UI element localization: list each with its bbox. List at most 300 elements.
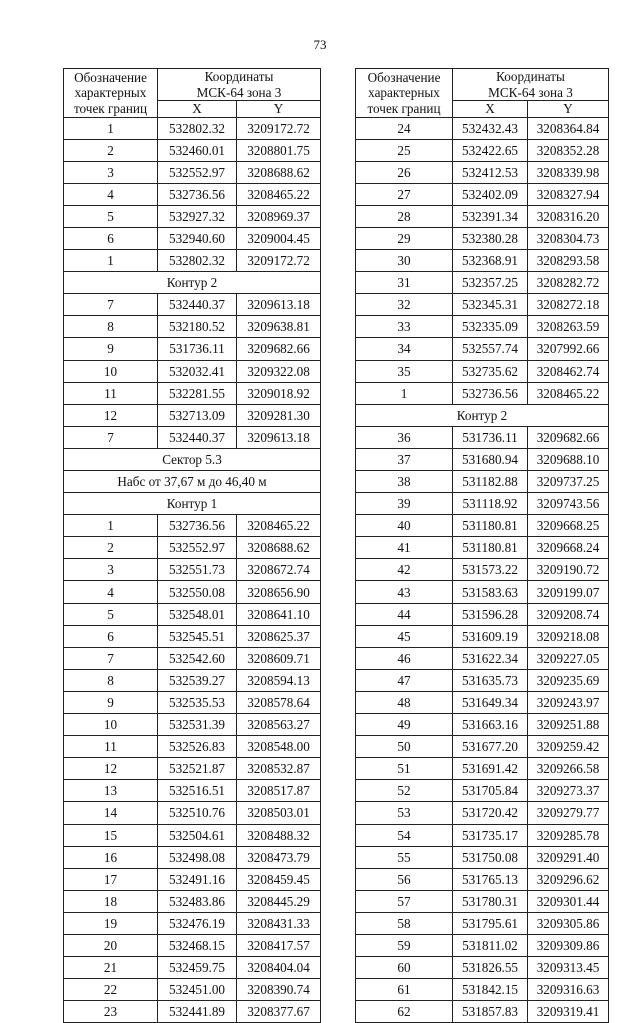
table-row (356, 117, 609, 139)
coord-x: 532531.39 (158, 714, 237, 736)
coord-y: 3208445.29 (237, 890, 321, 912)
table-row (356, 471, 609, 493)
point-number: 48 (356, 691, 453, 713)
header-line: Координаты (204, 69, 274, 84)
coord-y: 3209235.69 (528, 669, 609, 691)
point-number: 31 (356, 272, 453, 294)
table-row (356, 272, 609, 294)
header-point-designation (64, 69, 158, 118)
table-row (356, 227, 609, 249)
point-number: 53 (356, 802, 453, 824)
section-label: Контур 2 (356, 404, 609, 426)
table-row (356, 426, 609, 448)
coord-x: 532735.62 (453, 360, 528, 382)
table-row (64, 714, 321, 736)
table-row (356, 205, 609, 227)
coord-x: 532483.86 (158, 890, 237, 912)
coord-x: 532451.00 (158, 979, 237, 1001)
coord-x: 531622.34 (453, 647, 528, 669)
coord-y: 3208517.87 (237, 780, 321, 802)
point-number: 30 (356, 250, 453, 272)
header-x: X (158, 101, 237, 118)
table-row (64, 161, 321, 183)
table-row (356, 338, 609, 360)
point-number: 8 (64, 669, 158, 691)
table-row (64, 581, 321, 603)
table-row (356, 448, 609, 470)
table-row (64, 183, 321, 205)
point-number: 54 (356, 824, 453, 846)
table-row (64, 979, 321, 1001)
point-number: 3 (64, 559, 158, 581)
point-number: 38 (356, 471, 453, 493)
point-number: 59 (356, 934, 453, 956)
point-number: 11 (64, 382, 158, 404)
coord-y: 3208404.04 (237, 957, 321, 979)
table-row (356, 934, 609, 956)
coord-x: 531826.55 (453, 957, 528, 979)
coord-y: 3208473.79 (237, 846, 321, 868)
point-number: 1 (64, 515, 158, 537)
coord-y: 3209243.97 (528, 691, 609, 713)
table-row (356, 603, 609, 625)
header-line: Обозначение (74, 69, 147, 85)
coord-x: 532552.97 (158, 161, 237, 183)
coord-y: 3208641.10 (237, 603, 321, 625)
point-number: 5 (64, 603, 158, 625)
header-line: характерных (368, 85, 440, 100)
table-row (356, 250, 609, 272)
coord-x: 531705.84 (453, 780, 528, 802)
coord-y: 3208263.59 (528, 316, 609, 338)
coord-x: 531720.42 (453, 802, 528, 824)
coord-x: 532441.89 (158, 1001, 237, 1023)
table-row (64, 736, 321, 758)
coord-x: 531691.42 (453, 758, 528, 780)
table-row (356, 780, 609, 802)
coord-x: 532545.51 (158, 625, 237, 647)
coord-x: 532440.37 (158, 426, 237, 448)
coord-x: 532521.87 (158, 758, 237, 780)
point-number: 2 (64, 139, 158, 161)
coord-x: 532516.51 (158, 780, 237, 802)
coord-x: 531180.81 (453, 515, 528, 537)
section-row (64, 272, 321, 294)
point-number: 23 (64, 1001, 158, 1023)
point-number: 62 (356, 1001, 453, 1023)
table-row (64, 957, 321, 979)
coord-x: 532476.19 (158, 912, 237, 934)
coord-y: 3209313.45 (528, 957, 609, 979)
coord-x: 532736.56 (158, 183, 237, 205)
coord-y: 3209613.18 (237, 426, 321, 448)
point-number: 1 (64, 250, 158, 272)
table-row (64, 250, 321, 272)
coord-x: 532498.08 (158, 846, 237, 868)
coord-y: 3209259.42 (528, 736, 609, 758)
coord-y: 3209743.56 (528, 493, 609, 515)
coord-x: 531811.02 (453, 934, 528, 956)
coord-y: 3209199.07 (528, 581, 609, 603)
coord-x: 531680.94 (453, 448, 528, 470)
header-x: X (453, 101, 528, 118)
point-number: 17 (64, 868, 158, 890)
page-number: 73 (313, 37, 327, 52)
coord-y: 3209668.25 (528, 515, 609, 537)
table-row (64, 802, 321, 824)
point-number: 29 (356, 227, 453, 249)
section-row (64, 493, 321, 515)
coord-y: 3209682.66 (237, 338, 321, 360)
coord-y: 3209319.41 (528, 1001, 609, 1023)
point-number: 42 (356, 559, 453, 581)
coord-y: 3207992.66 (528, 338, 609, 360)
coord-x: 531750.08 (453, 846, 528, 868)
table-row (64, 780, 321, 802)
coord-x: 531736.11 (158, 338, 237, 360)
header-point-designation (356, 69, 453, 118)
coord-y: 3208656.90 (237, 581, 321, 603)
coord-x: 532460.01 (158, 139, 237, 161)
coord-y: 3209279.77 (528, 802, 609, 824)
point-number: 58 (356, 912, 453, 934)
table-row (356, 515, 609, 537)
table-row (64, 559, 321, 581)
coord-x: 531736.11 (453, 426, 528, 448)
table-row (356, 912, 609, 934)
table-row (356, 758, 609, 780)
table-row (356, 382, 609, 404)
table-row (356, 537, 609, 559)
coord-y: 3208304.73 (528, 227, 609, 249)
point-number: 2 (64, 537, 158, 559)
coord-x: 531795.61 (453, 912, 528, 934)
table-row (64, 227, 321, 249)
coord-x: 532548.01 (158, 603, 237, 625)
coord-y: 3208969.37 (237, 205, 321, 227)
coord-x: 532468.15 (158, 934, 237, 956)
coord-y: 3209682.66 (528, 426, 609, 448)
point-number: 7 (64, 647, 158, 669)
section-label: Контур 1 (64, 493, 321, 515)
point-number: 27 (356, 183, 453, 205)
coord-y: 3209266.58 (528, 758, 609, 780)
point-number: 1 (64, 117, 158, 139)
table-row (64, 669, 321, 691)
header-line: Координаты (496, 69, 565, 84)
coord-y: 3208272.18 (528, 294, 609, 316)
point-number: 32 (356, 294, 453, 316)
coord-x: 532345.31 (453, 294, 528, 316)
point-number: 5 (64, 205, 158, 227)
coord-y: 3208364.84 (528, 117, 609, 139)
coord-x: 532510.76 (158, 802, 237, 824)
point-number: 8 (64, 316, 158, 338)
table-row (356, 691, 609, 713)
point-number: 16 (64, 846, 158, 868)
coord-x: 531735.17 (453, 824, 528, 846)
coord-y: 3208282.72 (528, 272, 609, 294)
coord-y: 3209305.86 (528, 912, 609, 934)
table-row (64, 117, 321, 139)
section-label: Сектор 5.3 (64, 448, 321, 470)
coord-y: 3209301.44 (528, 890, 609, 912)
coord-x: 532432.43 (453, 117, 528, 139)
coord-y: 3209218.08 (528, 625, 609, 647)
coord-y: 3208548.00 (237, 736, 321, 758)
table-row (64, 1001, 321, 1023)
table-row (356, 890, 609, 912)
coord-x: 532380.28 (453, 227, 528, 249)
table-row (356, 979, 609, 1001)
table-row (64, 382, 321, 404)
table-row (64, 912, 321, 934)
coord-y: 3208625.37 (237, 625, 321, 647)
table-row (356, 581, 609, 603)
point-number: 21 (64, 957, 158, 979)
coord-y: 3209737.25 (528, 471, 609, 493)
point-number: 44 (356, 603, 453, 625)
coord-x: 532539.27 (158, 669, 237, 691)
point-number: 19 (64, 912, 158, 934)
coord-y: 3208316.20 (528, 205, 609, 227)
coord-y: 3208503.01 (237, 802, 321, 824)
coord-y: 3209273.37 (528, 780, 609, 802)
table-row (64, 338, 321, 360)
table-row (356, 669, 609, 691)
section-label: Набс от 37,67 м до 46,40 м (64, 471, 321, 493)
coord-x: 531765.13 (453, 868, 528, 890)
point-number: 35 (356, 360, 453, 382)
point-number: 9 (64, 338, 158, 360)
point-number: 13 (64, 780, 158, 802)
coord-y: 3209208.74 (528, 603, 609, 625)
coord-x: 531857.83 (453, 1001, 528, 1023)
coord-x: 531677.20 (453, 736, 528, 758)
table-row (64, 603, 321, 625)
coord-y: 3209638.81 (237, 316, 321, 338)
table-row (356, 824, 609, 846)
point-number: 4 (64, 581, 158, 603)
coord-x: 531609.19 (453, 625, 528, 647)
point-number: 60 (356, 957, 453, 979)
point-number: 51 (356, 758, 453, 780)
coord-x: 532357.25 (453, 272, 528, 294)
section-row (356, 404, 609, 426)
point-number: 14 (64, 802, 158, 824)
table-row (64, 426, 321, 448)
coord-x: 531182.88 (453, 471, 528, 493)
coord-y: 3209285.78 (528, 824, 609, 846)
coord-x: 532440.37 (158, 294, 237, 316)
table-row (356, 139, 609, 161)
table-row (356, 316, 609, 338)
point-number: 43 (356, 581, 453, 603)
coord-y: 3209322.08 (237, 360, 321, 382)
header-line: характерных (74, 85, 147, 100)
coord-x: 532927.32 (158, 205, 237, 227)
table-row (356, 625, 609, 647)
table-row (64, 846, 321, 868)
table-row (356, 846, 609, 868)
point-number: 52 (356, 780, 453, 802)
point-number: 39 (356, 493, 453, 515)
coord-x: 532281.55 (158, 382, 237, 404)
table-row (64, 515, 321, 537)
header-line: Обозначение (367, 69, 441, 85)
coord-y: 3208390.74 (237, 979, 321, 1001)
coord-x: 531635.73 (453, 669, 528, 691)
point-number: 33 (356, 316, 453, 338)
point-number: 55 (356, 846, 453, 868)
coord-y: 3208594.13 (237, 669, 321, 691)
coord-x: 532368.91 (453, 250, 528, 272)
table-row (356, 1001, 609, 1023)
table-row (356, 714, 609, 736)
table-row (64, 404, 321, 426)
coord-x: 532542.60 (158, 647, 237, 669)
table-row (64, 758, 321, 780)
coord-y: 3208462.74 (528, 360, 609, 382)
table-row (64, 868, 321, 890)
point-number: 47 (356, 669, 453, 691)
table-row (64, 537, 321, 559)
table-row (64, 205, 321, 227)
section-row (64, 448, 321, 470)
header-coordinates (453, 69, 609, 101)
coord-y: 3209172.72 (237, 117, 321, 139)
coord-x: 532736.56 (453, 382, 528, 404)
coord-y: 3209316.63 (528, 979, 609, 1001)
coord-y: 3208801.75 (237, 139, 321, 161)
coord-y: 3209668.24 (528, 537, 609, 559)
coord-x: 532557.74 (453, 338, 528, 360)
table-row (64, 890, 321, 912)
table-row (64, 647, 321, 669)
point-number: 46 (356, 647, 453, 669)
coord-y: 3209227.05 (528, 647, 609, 669)
table-row (356, 647, 609, 669)
coord-y: 3208688.62 (237, 537, 321, 559)
point-number: 6 (64, 227, 158, 249)
table-row (356, 360, 609, 382)
point-number: 6 (64, 625, 158, 647)
point-number: 10 (64, 360, 158, 382)
coord-x: 532412.53 (453, 161, 528, 183)
point-number: 9 (64, 691, 158, 713)
header-line: точек границ (367, 100, 441, 116)
point-number: 12 (64, 758, 158, 780)
header-coordinates (158, 69, 321, 101)
section-row (64, 471, 321, 493)
coord-y: 3209281.30 (237, 404, 321, 426)
coord-x: 532032.41 (158, 360, 237, 382)
point-number: 25 (356, 139, 453, 161)
point-number: 49 (356, 714, 453, 736)
coord-y: 3209004.45 (237, 227, 321, 249)
point-number: 37 (356, 448, 453, 470)
coord-x: 531842.15 (453, 979, 528, 1001)
coord-x: 532422.65 (453, 139, 528, 161)
coord-y: 3208352.28 (528, 139, 609, 161)
point-number: 4 (64, 183, 158, 205)
coord-y: 3208563.27 (237, 714, 321, 736)
header-y: Y (237, 101, 321, 118)
point-number: 15 (64, 824, 158, 846)
coord-x: 532940.60 (158, 227, 237, 249)
coord-x: 531780.31 (453, 890, 528, 912)
table-row (64, 625, 321, 647)
point-number: 1 (356, 382, 453, 404)
table-row (64, 139, 321, 161)
table-row (64, 294, 321, 316)
point-number: 41 (356, 537, 453, 559)
coord-x: 531573.22 (453, 559, 528, 581)
point-number: 18 (64, 890, 158, 912)
coordinates-table-right (355, 68, 609, 1023)
point-number: 7 (64, 294, 158, 316)
coord-x: 532335.09 (453, 316, 528, 338)
coord-y: 3208431.33 (237, 912, 321, 934)
coord-y: 3208293.58 (528, 250, 609, 272)
coord-x: 532736.56 (158, 515, 237, 537)
header-line: точек границ (73, 100, 148, 116)
coord-y: 3209291.40 (528, 846, 609, 868)
coord-y: 3209613.18 (237, 294, 321, 316)
coord-x: 532713.09 (158, 404, 237, 426)
coord-y: 3209688.10 (528, 448, 609, 470)
coord-y: 3208327.94 (528, 183, 609, 205)
coord-y: 3208465.22 (528, 382, 609, 404)
point-number: 45 (356, 625, 453, 647)
coord-x: 532180.52 (158, 316, 237, 338)
coord-x: 532459.75 (158, 957, 237, 979)
point-number: 11 (64, 736, 158, 758)
coord-y: 3209296.62 (528, 868, 609, 890)
coord-y: 3208688.62 (237, 161, 321, 183)
point-number: 12 (64, 404, 158, 426)
coord-x: 531596.28 (453, 603, 528, 625)
coord-y: 3208488.32 (237, 824, 321, 846)
header-y: Y (528, 101, 609, 118)
coord-x: 532550.08 (158, 581, 237, 603)
coord-x: 531180.81 (453, 537, 528, 559)
coord-y: 3208532.87 (237, 758, 321, 780)
section-label: Контур 2 (64, 272, 321, 294)
point-number: 57 (356, 890, 453, 912)
table-row (356, 559, 609, 581)
coord-x: 532802.32 (158, 117, 237, 139)
point-number: 24 (356, 117, 453, 139)
coord-x: 532504.61 (158, 824, 237, 846)
coord-y: 3208459.45 (237, 868, 321, 890)
coord-x: 532491.16 (158, 868, 237, 890)
point-number: 26 (356, 161, 453, 183)
table-row (356, 802, 609, 824)
coord-x: 532535.53 (158, 691, 237, 713)
coord-y: 3208465.22 (237, 183, 321, 205)
point-number: 22 (64, 979, 158, 1001)
coord-y: 3208377.67 (237, 1001, 321, 1023)
header-line: МСК-64 зона 3 (488, 84, 573, 100)
coord-y: 3208339.98 (528, 161, 609, 183)
coord-y: 3208672.74 (237, 559, 321, 581)
table-row (356, 868, 609, 890)
table-row (356, 493, 609, 515)
coord-x: 531118.92 (453, 493, 528, 515)
coord-y: 3209018.92 (237, 382, 321, 404)
table-row (64, 691, 321, 713)
